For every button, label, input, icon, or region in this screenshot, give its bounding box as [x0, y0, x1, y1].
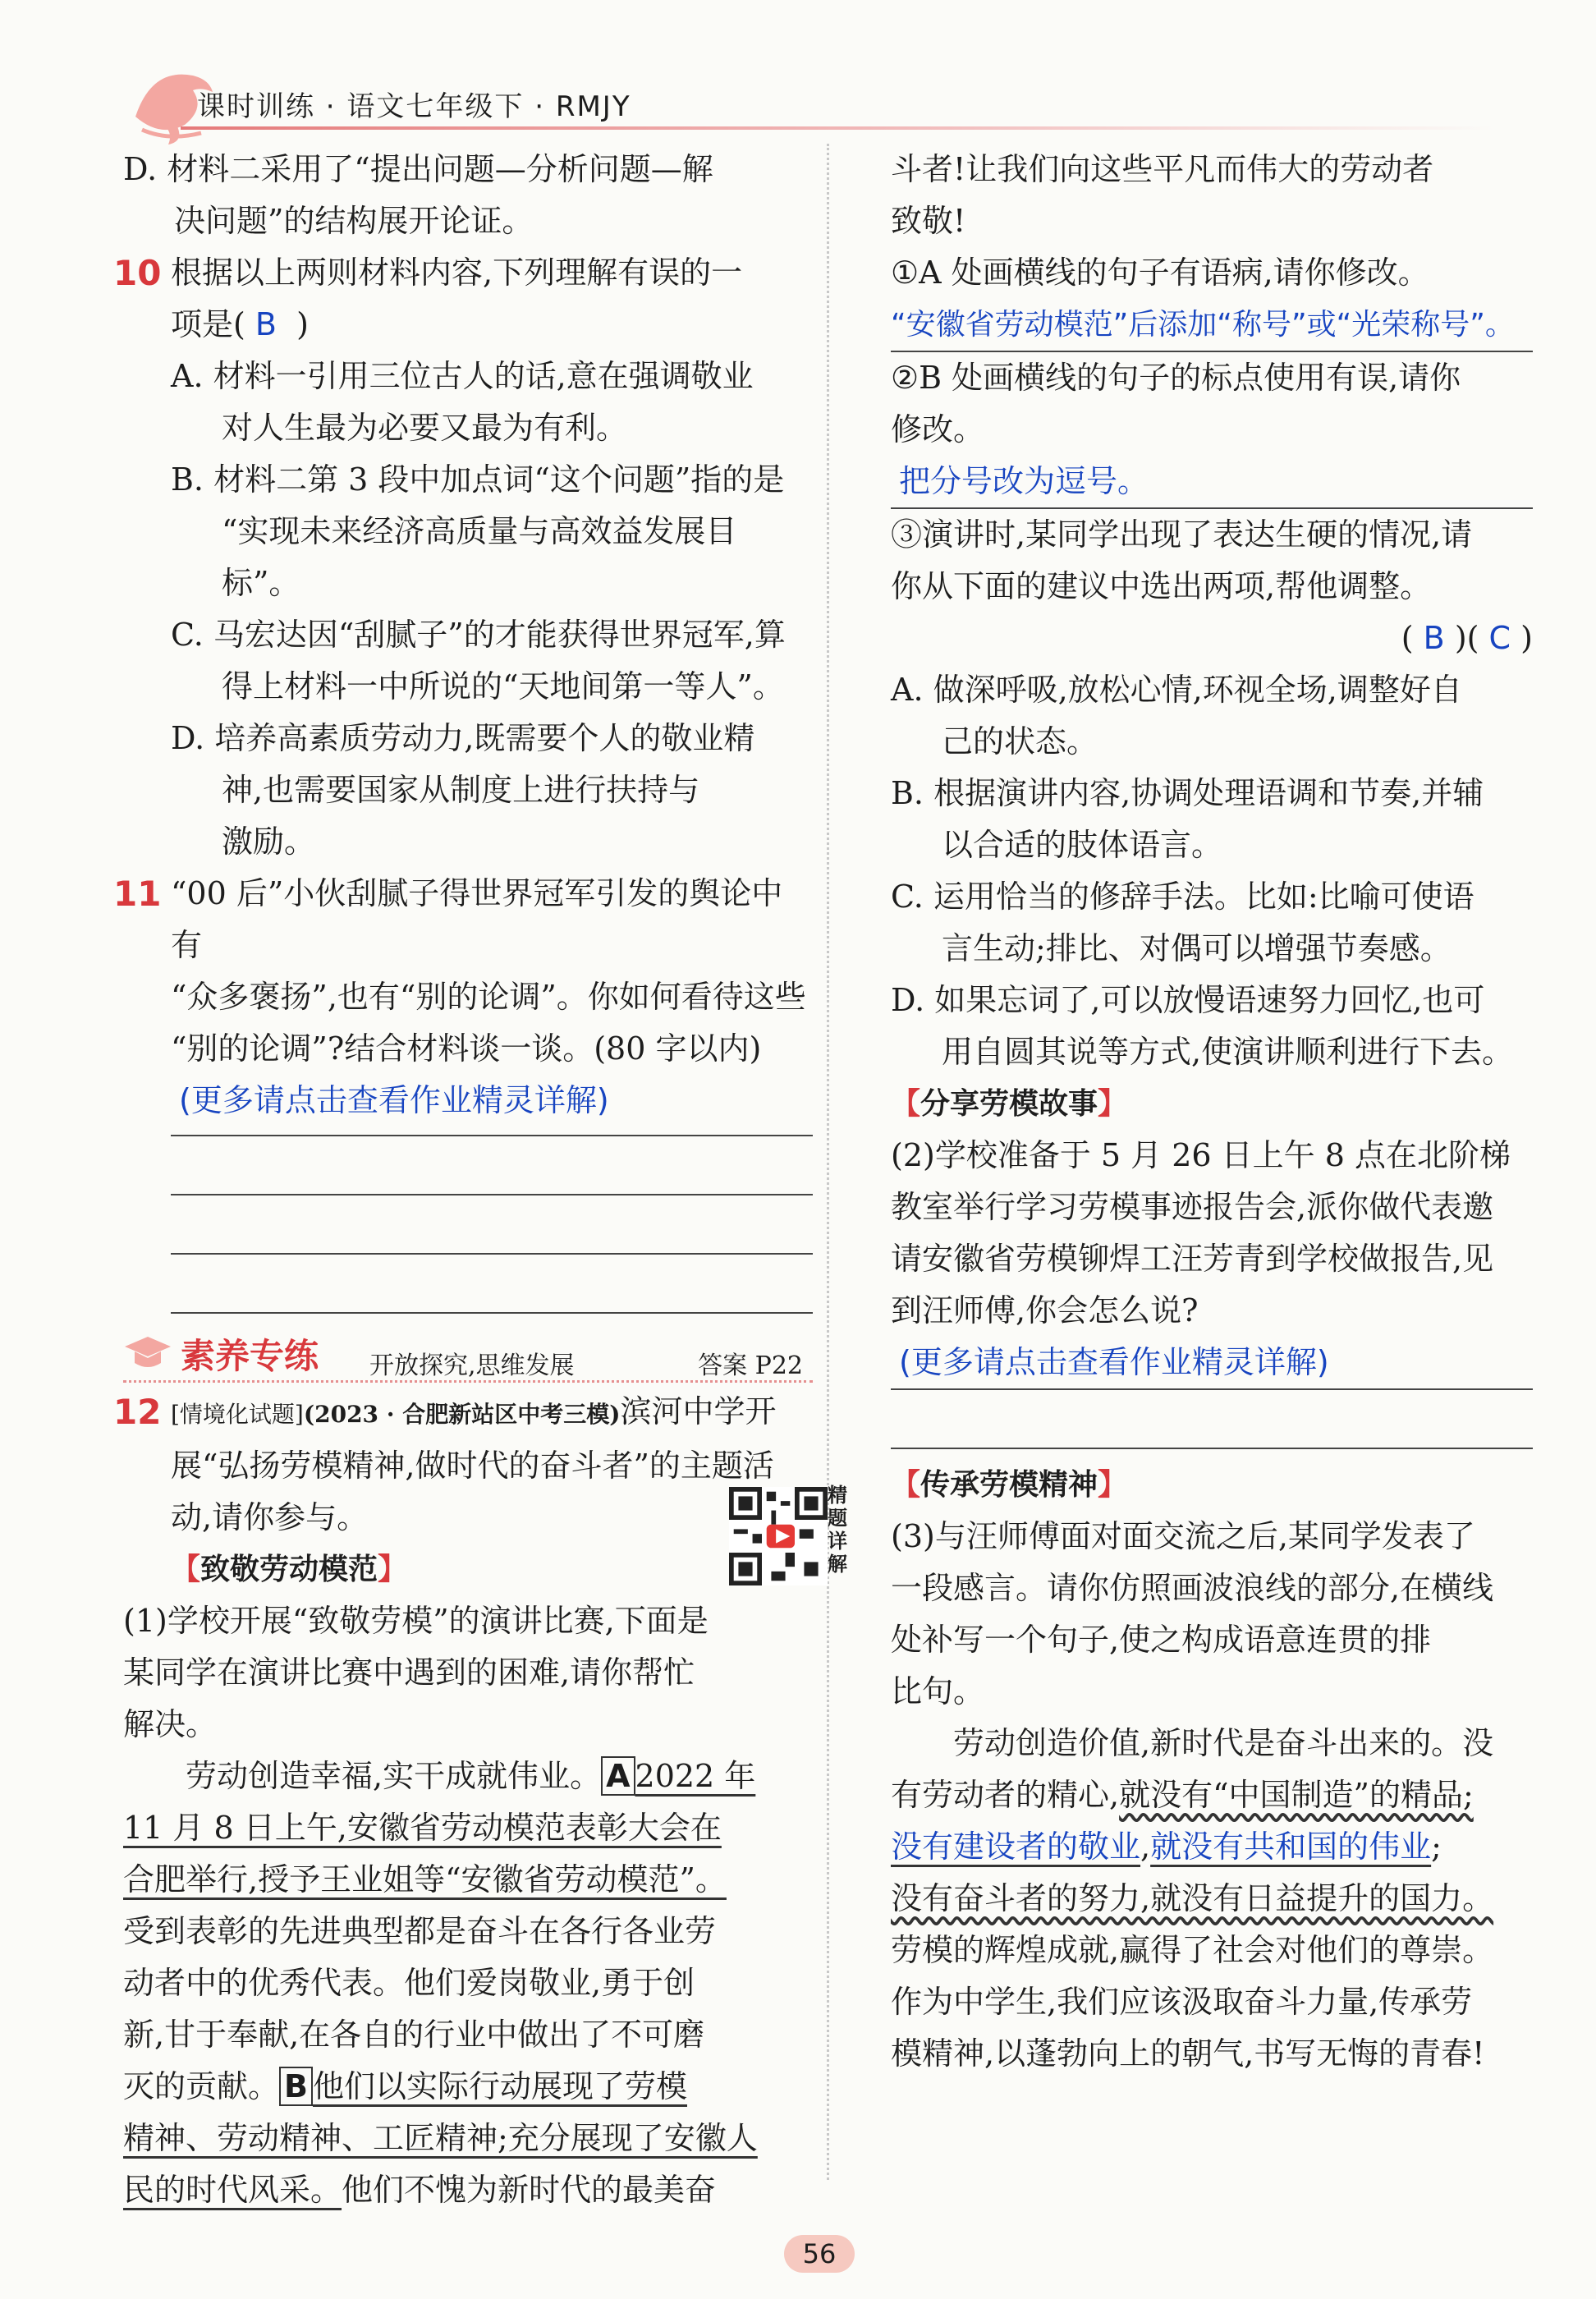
question-12	[113, 1386, 847, 2216]
option-line: 神,也需要国家从制度上进行扶持与	[222, 772, 700, 808]
answer-link[interactable]: (更多请点击查看作业精灵详解)	[891, 1337, 1533, 1390]
option-line: 对人生最为必要又最为有利。	[222, 410, 628, 446]
wavy-text: 没有奋斗者的努力,就没有日益提升的国力。	[891, 1880, 1494, 1916]
tag-text: 致敬劳动模范	[200, 1553, 378, 1586]
option-c	[171, 609, 813, 713]
part-line: 请安徽省劳模铆焊工汪芳青到学校做报告,见	[891, 1241, 1494, 1277]
answer-link[interactable]: (更多请点击查看作业精灵详解)	[179, 1082, 609, 1118]
section-header	[123, 1328, 813, 1386]
para-line	[891, 1769, 1533, 1821]
passage-text: 劳动创造幸福,实干成就伟业。	[186, 1758, 602, 1794]
part-line: (3)与汪师傅面对面交流之后,某同学发表了	[891, 1518, 1475, 1554]
tag-salute-models: 【致敬劳动模范】	[171, 1553, 408, 1586]
part-line: 到汪师傅,你会怎么说?	[891, 1292, 1199, 1328]
option-line: D. 如果忘词了,可以放慢语速努力回忆,也可	[891, 982, 1485, 1018]
part-line: (1)学校开展“致敬劳模”的演讲比赛,下面是	[123, 1603, 709, 1639]
answer-2: 把分号改为逗号。	[891, 456, 1533, 509]
part-line: 处补写一个句子,使之构成语意连贯的排	[891, 1622, 1432, 1658]
option-line: 激励。	[222, 824, 316, 860]
question-10	[113, 247, 813, 868]
part-line: 一段感言。请你仿照画波浪线的部分,在横线	[891, 1570, 1494, 1606]
option-line: A. 材料一引用三位古人的话,意在强调敬业	[171, 358, 754, 394]
right-column	[891, 144, 1533, 2080]
stem-line: “00 后”小伙刮腻子得世界冠军引发的舆论中有	[171, 875, 783, 963]
question-11	[113, 868, 813, 1314]
tag-text: 分享劳模故事	[920, 1087, 1098, 1121]
para-line: 劳模的辉煌成就,赢得了社会对他们的尊崇。	[891, 1932, 1494, 1968]
para-text: ,	[1140, 1829, 1151, 1865]
answer-3: ( B )( C )	[1401, 620, 1533, 656]
option-line: 己的状态。	[942, 723, 1098, 759]
tag-text: 传承劳模精神	[920, 1468, 1098, 1502]
part-2	[891, 1130, 1533, 1337]
source: (2023 · 合肥新站区中考三模)	[303, 1401, 621, 1428]
option-line: C. 马宏达因“刮腻子”的才能获得世界冠军,算	[171, 617, 786, 653]
underlined-text: 他们以实际行动展现了劳模	[312, 2068, 687, 2104]
intro-text: 滨河中学开	[620, 1393, 777, 1429]
stem-line: “别的论调”?结合材料谈一谈。(80 字以内)	[171, 1030, 762, 1067]
question-stem	[171, 868, 813, 1075]
option-a	[891, 664, 1533, 768]
tag-inherit-spirit: 【传承劳模精神】	[891, 1468, 1128, 1502]
passage-line	[123, 1751, 813, 1802]
passage-continued	[891, 144, 1533, 247]
qr-label: 精题详解	[828, 1484, 847, 1576]
passage-text: 斗者!让我们向这些平凡而伟大的劳动者	[891, 151, 1434, 187]
option-line: 得上材料一中所说的“天地间第一等人”。	[222, 668, 784, 704]
answer-line	[891, 1390, 1533, 1449]
para-line: 模精神,以蓬勃向上的朝气,书写无悔的青春!	[891, 2035, 1485, 2072]
option-c	[891, 871, 1533, 975]
page-number: 56	[784, 2235, 855, 2273]
sub-question-3	[891, 509, 1533, 613]
graduation-cap-icon	[123, 1333, 172, 1374]
header-title: 课时训练 · 语文七年级下 · RMJY	[197, 90, 631, 123]
option-a	[171, 351, 813, 454]
question-number: 11	[113, 874, 162, 914]
section-subtitle: 开放探究,思维发展	[369, 1351, 575, 1380]
question-number: 10	[113, 253, 162, 293]
answer-1: “安徽省劳动模范”后添加“称号”或“光荣称号”。	[891, 299, 1533, 352]
option-line: D. 培养高素质劳动力,既需要个人的敬业精	[171, 720, 755, 756]
q9-option-d	[123, 144, 813, 247]
question-intro: 动,请你参与。	[171, 1499, 369, 1535]
para-line	[891, 1821, 1533, 1873]
question-number: 12	[113, 1392, 162, 1432]
part-line: (2)学校准备于 5 月 26 日上午 8 点在北阶梯	[891, 1137, 1511, 1173]
question-intro	[171, 1386, 813, 1440]
option-line: 决问题”的结构展开论证。	[174, 203, 534, 239]
mark-a: A	[601, 1756, 635, 1796]
para-line: 劳动创造价值,新时代是奋斗出来的。没	[953, 1725, 1494, 1761]
para-line	[891, 1873, 1533, 1925]
answer-choice: B	[1423, 620, 1445, 656]
option-line: A. 做深呼吸,放松心情,环视全场,调整好自	[891, 672, 1462, 708]
option-line: B. 材料二第 3 段中加点词“这个问题”指的是	[171, 461, 785, 498]
column-divider	[827, 144, 829, 2180]
passage	[123, 1751, 813, 2216]
para-text: ;	[1431, 1829, 1442, 1865]
option-d	[891, 975, 1533, 1078]
passage-line: 受到表彰的先进典型都是奋斗在各行各业劳	[123, 1913, 717, 1949]
sub-line: 修改。	[891, 411, 985, 447]
underlined-text: 11 月 8 日上午,安徽省劳动模范表彰大会在	[123, 1810, 722, 1846]
answer-line	[171, 1136, 813, 1195]
sub-line: ③演讲时,某同学出现了表达生硬的情况,请	[891, 516, 1473, 553]
page-header	[99, 76, 1576, 141]
option-line: “实现未来经济高质量与高效益发展目标”。	[222, 513, 737, 601]
option-d	[171, 713, 813, 868]
option-line: 用自圆其说等方式,使演讲顺利进行下去。	[942, 1034, 1514, 1070]
left-column	[113, 144, 847, 2216]
tag-share-stories: 【分享劳模故事】	[891, 1087, 1128, 1121]
passage-line: 动者中的优秀代表。他们爱岗敬业,勇于创	[123, 1965, 695, 2001]
option-b	[171, 454, 813, 609]
stem-line: )	[296, 306, 309, 342]
wavy-text: 就没有“中国制造”的精品;	[1119, 1777, 1474, 1813]
stem-line: 项是(	[171, 306, 245, 342]
header-rule	[181, 126, 1494, 130]
filled-answer: 就没有共和国的伟业	[1150, 1829, 1432, 1865]
part-3	[891, 1511, 1533, 1718]
option-b	[891, 768, 1533, 871]
sub-line: ②B 处画横线的句子的标点使用有误,请你	[891, 360, 1461, 396]
para-text: 有劳动者的精心,	[891, 1777, 1120, 1813]
answer-reference: 答案 P22	[698, 1351, 803, 1380]
answer-line	[171, 1127, 813, 1136]
part-1	[123, 1595, 813, 1751]
qr-code-icon[interactable]	[729, 1487, 828, 1585]
underlined-text: 民的时代风采。	[123, 2172, 342, 2208]
para-line: 作为中学生,我们应该汲取奋斗力量,传承劳	[891, 1984, 1473, 2020]
option-line: D. 材料二采用了“提出问题—分析问题—解	[123, 151, 713, 187]
underlined-text: 合肥举行,授予王业姐等“安徽省劳动模范”。	[123, 1861, 727, 1897]
passage-line	[123, 2061, 813, 2113]
answer-text: B	[255, 306, 277, 342]
passage-line	[123, 1802, 813, 1854]
answer-line	[171, 1195, 813, 1255]
option-line: C. 运用恰当的修辞手法。比如:比喻可使语	[891, 879, 1474, 915]
question-intro: 展“弘扬劳模精神,做时代的奋斗者”的主题活	[171, 1448, 774, 1484]
passage-text: 灭的贡献。	[123, 2068, 280, 2104]
answer-choice: C	[1488, 620, 1511, 656]
passage-text: 致敬!	[891, 203, 966, 239]
option-line: 以合适的肢体语言。	[942, 827, 1223, 863]
question-stem	[171, 247, 813, 351]
passage-line: 新,甘于奉献,在各自的行业中做出了不可磨	[123, 2017, 705, 2053]
source-tag: [情境化试题]	[171, 1401, 304, 1428]
stem-line: 根据以上两则材料内容,下列理解有误的一	[171, 255, 743, 291]
sub-question-2	[891, 352, 1533, 456]
part-line: 某同学在演讲比赛中遇到的困难,请你帮忙	[123, 1654, 695, 1691]
underlined-text: 精神、劳动精神、工匠精神;充分展现了安徽人	[123, 2120, 758, 2156]
paragraph	[891, 1718, 1533, 2080]
part-line: 教室举行学习劳模事迹报告会,派你做代表邀	[891, 1189, 1494, 1225]
stem-line: “众多褒扬”,也有“别的论调”。你如何看待这些	[171, 979, 806, 1015]
option-line: B. 根据演讲内容,协调处理语调和节奏,并辅	[891, 775, 1484, 811]
option-line: 言生动;排比、对偶可以增强节奏感。	[942, 930, 1452, 966]
passage-line	[123, 2164, 813, 2216]
filled-answer: 没有建设者的敬业	[891, 1829, 1141, 1865]
section-rule	[123, 1380, 813, 1383]
section-title: 素养专练	[181, 1336, 319, 1376]
passage-line	[123, 2113, 813, 2164]
sub-line: 你从下面的建议中选出两项,帮他调整。	[891, 568, 1432, 604]
answer-line	[171, 1255, 813, 1314]
passage-text: 他们不愧为新时代的最美奋	[342, 2172, 717, 2208]
passage-line	[123, 1854, 813, 1906]
underlined-text: 2022 年	[635, 1758, 756, 1794]
part-line: 比句。	[891, 1673, 985, 1709]
mark-b: B	[279, 2067, 313, 2106]
sub-question-1: ①A 处画横线的句子有语病,请你修改。	[891, 255, 1429, 291]
part-line: 解决。	[123, 1706, 218, 1742]
